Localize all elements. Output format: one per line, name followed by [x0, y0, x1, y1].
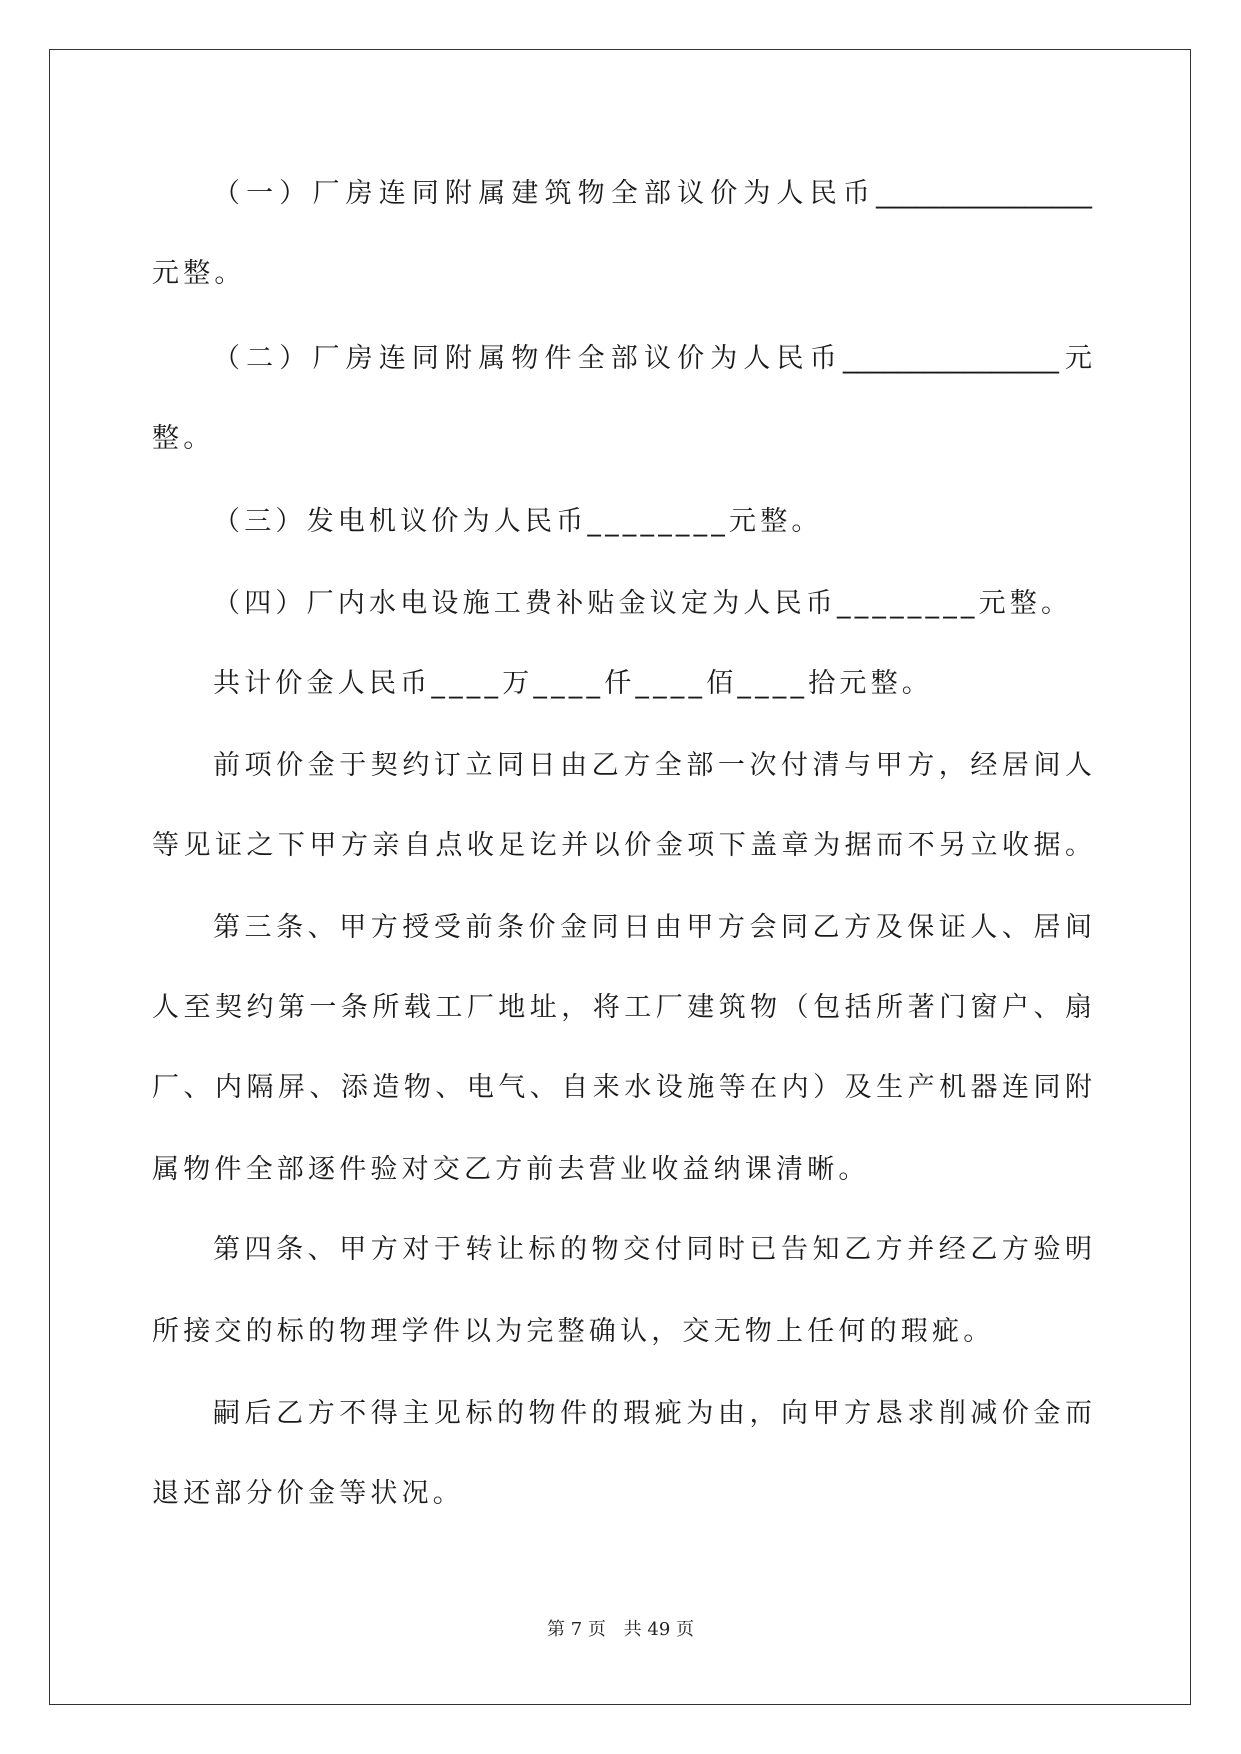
article-four-line-1: 第四条、甲方对于转让标的物交付同时已告知乙方并经乙方验明 — [213, 1234, 1092, 1265]
article-three-line-3: 厂、内隔屏、添造物、电气、自来水设施等在内）及生产机器连同附 — [152, 1072, 1092, 1103]
page-footer — [0, 1618, 1241, 1642]
page-border — [49, 49, 1191, 1705]
paragraph-total-price: 共计价金人民币____万____仟____佰____拾元整。 — [213, 668, 933, 699]
paragraph-price-building: （一）厂房连同附属建筑物全部议价为人民币________________ — [213, 178, 1092, 209]
paragraph-price-attachments: （二）厂房连同附属物件全部议价为人民币________________元 — [213, 343, 1092, 374]
paragraph-payment: 前项价金于契约订立同日由乙方全部一次付清与甲方，经居间人 — [213, 750, 1092, 781]
article-three-line-2: 人至契约第一条所载工厂地址，将工厂建筑物（包括所著门窗户、扇 — [152, 992, 1092, 1023]
paragraph-price-generator: （三）发电机议价为人民币________元整。 — [213, 506, 823, 537]
article-three-line-4: 属物件全部逐件验对交乙方前去营业收益纳课清晰。 — [152, 1154, 870, 1185]
paragraph-no-reduction-cont: 退还部分价金等状况。 — [152, 1478, 464, 1509]
page-number-total: 共 49 页 — [623, 1619, 694, 1640]
paragraph-price-attachments-cont: 整。 — [152, 423, 215, 454]
paragraph-price-subsidy: （四）厂内水电设施工费补贴金议定为人民币________元整。 — [213, 588, 1073, 619]
article-three-line-1: 第三条、甲方授受前条价金同日由甲方会同乙方及保证人、居间 — [213, 912, 1092, 943]
paragraph-price-building-cont: 元整。 — [152, 258, 246, 289]
paragraph-no-reduction: 嗣后乙方不得主见标的物件的瑕疵为由，向甲方恳求削减价金而 — [213, 1398, 1092, 1429]
article-four-line-2: 所接交的标的物理学件以为完整确认，交无物上任何的瑕疵。 — [152, 1316, 995, 1347]
paragraph-payment-cont: 等见证之下甲方亲自点收足讫并以价金项下盖章为据而不另立收据。 — [152, 830, 1092, 861]
page-number-current: 第 7 页 — [547, 1619, 606, 1640]
